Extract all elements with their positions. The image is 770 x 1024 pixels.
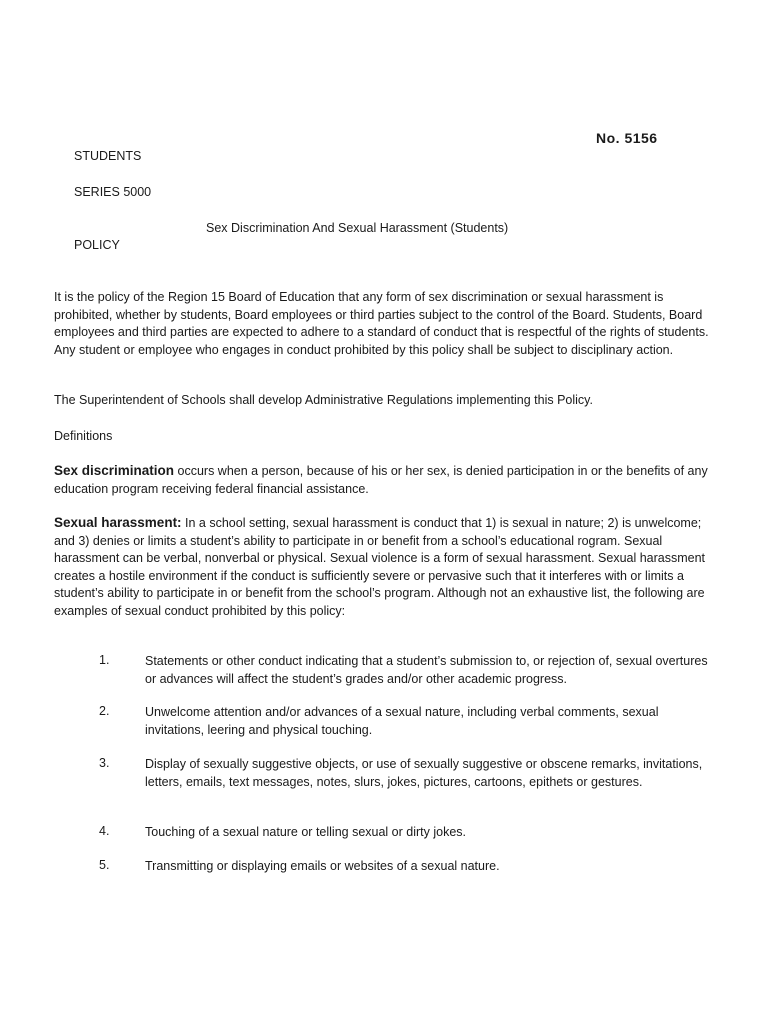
list-item-number: 1. — [99, 653, 110, 667]
doc-type-label: POLICY — [74, 238, 120, 252]
section-label: STUDENTS — [74, 149, 142, 163]
superintendent-statement: The Superintendent of Schools shall develop Administrative Regulations implementing this Policy. — [54, 393, 593, 407]
policy-statement: It is the policy of the Region 15 Board of Education that any form of sex discrimination or sexual harassment is prohibited, whether by students, Board employees or third parties subject to the control of the Board. Students, Board employees and third parties are expected to adhere to a standard of conduct that is respectful of the rights of students. Any student or employee who engages in conduct prohibited by this policy shall be subject to disciplinary action. — [54, 290, 709, 357]
list-item-number: 3. — [99, 756, 110, 770]
series-label: SERIES 5000 — [74, 185, 152, 199]
sexual-harassment-text: In a school setting, sexual harassment is conduct that 1) is sexual in nature; 2) is unwelcome; and 3) denies or limits a student’s ability to participate in or benefit from a school’s educational rogram. Sexual harassment can be verbal, nonverbal or physical. Sexual violence is a form of sexual harassment. Sexual harassment creates a hostile environment if the conduct is sufficiently severe or pervasive such that it interferes with or limits a student’s ability to participate in or benefit from the school’s program. Although not an exhaustive list, the following are examples of sexual conduct prohibited by this policy: — [54, 516, 706, 618]
sexual-harassment-term: Sexual harassment: — [54, 515, 182, 530]
list-item-text: Statements or other conduct indicating that a student’s submission to, or rejection of, sexual overtures or advances will affect the student’s grades and/or other academic progress. — [145, 654, 708, 686]
sex-discrimination-term: Sex discrimination — [54, 463, 175, 478]
list-item-number: 5. — [99, 858, 110, 872]
list-item-text: Touching of a sexual nature or telling sexual or dirty jokes. — [145, 825, 467, 839]
sexual-harassment-definition — [54, 514, 718, 621]
list-item-text: Transmitting or displaying emails or websites of a sexual nature. — [145, 859, 500, 873]
list-item-number: 4. — [99, 824, 110, 838]
sex-discrimination-definition — [54, 462, 718, 498]
policy-title: Sex Discrimination And Sexual Harassment (Students) — [206, 221, 509, 235]
policy-number: No. 5156 — [596, 130, 658, 146]
list-item-number: 2. — [99, 704, 110, 718]
list-item-text: Display of sexually suggestive objects, or use of sexually suggestive or obscene remarks, invitations, letters, emails, text messages, notes, slurs, jokes, pictures, cartoons, epithets or gestures. — [145, 757, 703, 789]
list-item-text: Unwelcome attention and/or advances of a sexual nature, including verbal comments, sexual invitations, leering and physical touching. — [145, 705, 659, 737]
definitions-heading: Definitions — [54, 429, 113, 443]
sex-discrimination-text: occurs when a person, because of his or her sex, is denied participation in or the benefits of any education program receiving federal financial assistance. — [54, 464, 708, 496]
